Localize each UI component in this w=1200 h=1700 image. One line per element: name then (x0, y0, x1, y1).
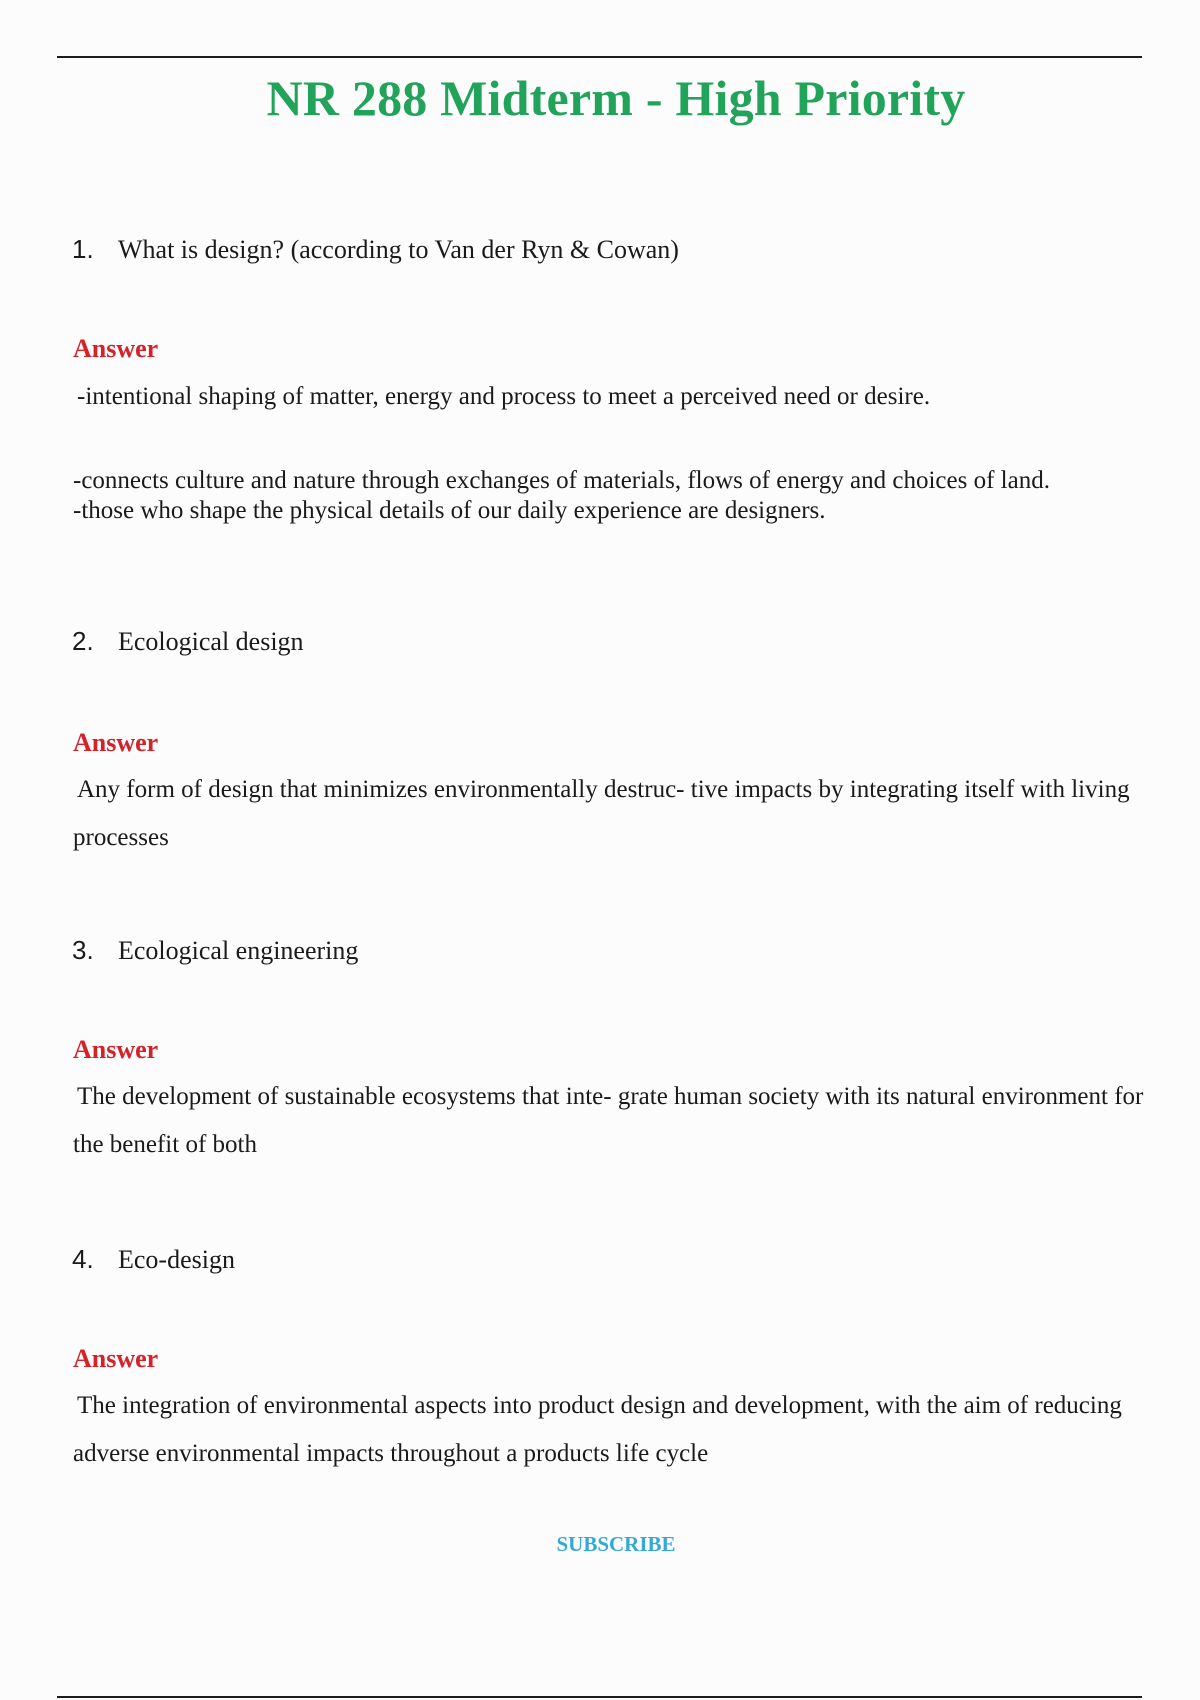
question-text: What is design? (according to Van der Ryn & Cowan) (118, 235, 679, 264)
subscribe-link[interactable]: SUBSCRIBE (556, 1532, 676, 1556)
question-number: 1. (72, 234, 94, 264)
answer-label: Answer (73, 334, 159, 363)
question-3 (72, 935, 358, 966)
bottom-rule (57, 1696, 1142, 1698)
question-text: Ecological engineering (118, 936, 359, 965)
question-number: 2. (72, 626, 94, 656)
document-title: NR 288 Midterm - High Priority (266, 70, 966, 126)
answer-text-3: The development of sustainable ecosystems that inte- grate human society with its natural environment for the benefit of both (73, 1083, 1144, 1158)
question-number: 3. (72, 935, 94, 965)
question-4 (72, 1244, 235, 1275)
question-1 (72, 234, 679, 265)
answer-text-2: Any form of design that minimizes environmentally destruc- tive impacts by integrating itself with living processes (73, 776, 1130, 851)
question-text: Eco-design (118, 1245, 235, 1274)
answer-label: Answer (73, 1035, 159, 1064)
answer-label: Answer (73, 728, 159, 757)
top-rule (57, 56, 1142, 58)
question-number: 4. (72, 1244, 94, 1274)
answer-line: -intentional shaping of matter, energy and process to meet a perceived need or desire. (77, 383, 931, 410)
answer-label: Answer (73, 1344, 159, 1373)
answer-line: -those who shape the physical details of our daily experience are designers. (73, 497, 826, 524)
paragraph-gap (73, 412, 1153, 466)
answer-text-1 (73, 382, 1153, 526)
answer-text-4: The integration of environmental aspects into product design and development, with the aim of reducing adverse environmental impacts throughout a products life cycle (73, 1392, 1122, 1467)
question-text: Ecological design (118, 627, 304, 656)
question-2 (72, 626, 304, 657)
answer-line: -connects culture and nature through exchanges of materials, flows of energy and choices of land. (73, 467, 1050, 494)
